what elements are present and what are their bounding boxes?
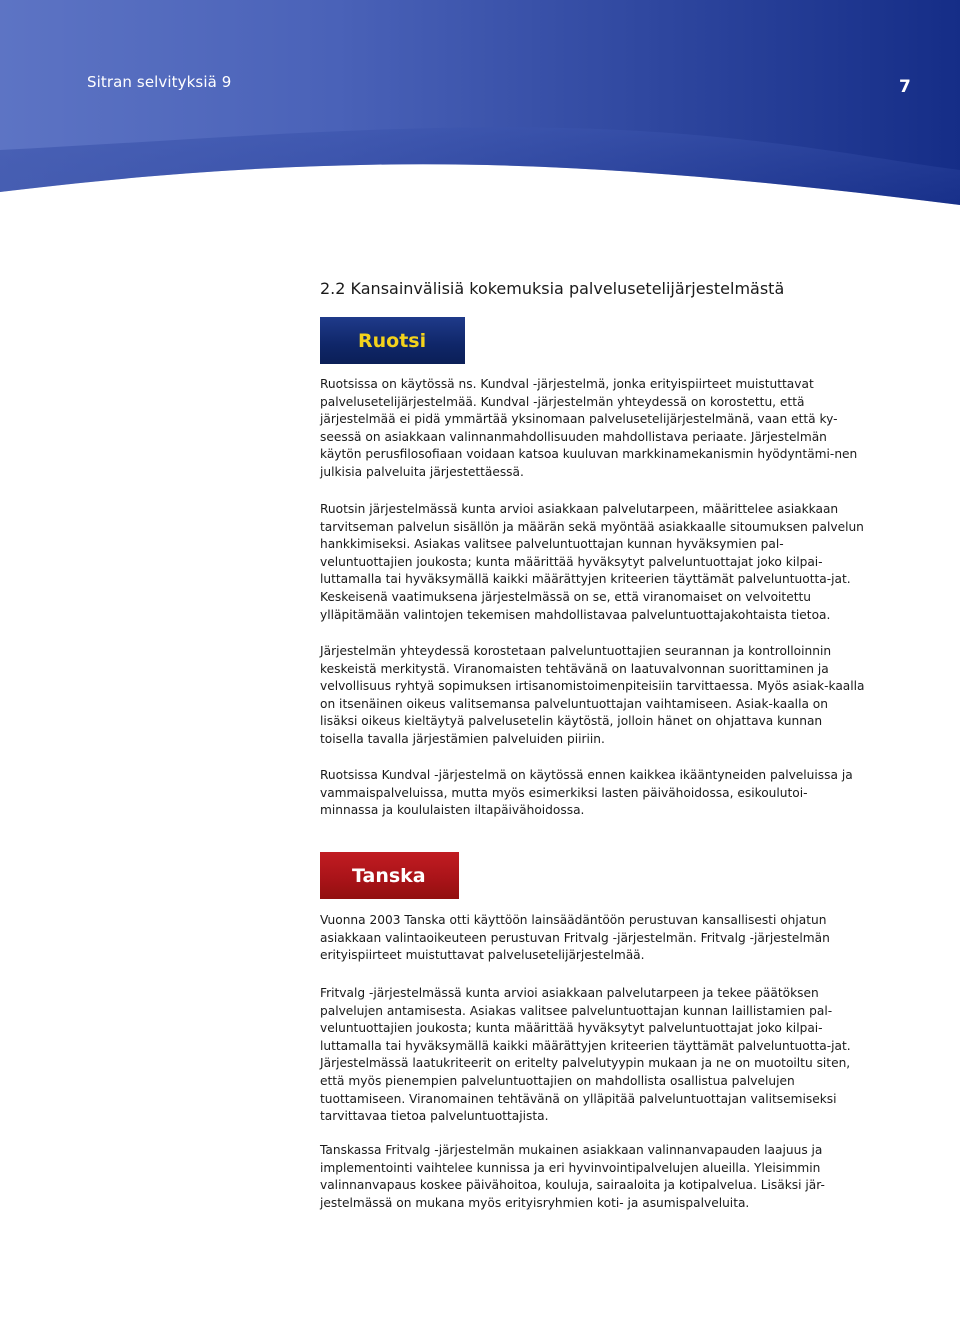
banner-tanska [320, 852, 459, 899]
header-band [0, 0, 960, 210]
ruotsi-paragraph-4: Ruotsissa Kundval -järjestelmä on käytössä ennen kaikkea ikääntyneiden palveluissa ja vammaispalveluissa, mutta myös esimerkiksi lasten päivähoidossa, esikoulutoi-minnassa ja koululaisten iltapäivähoidossa. [320, 768, 853, 818]
banner-ruotsi [320, 317, 465, 364]
tanska-paragraph-3: Tanskassa Fritvalg -järjestelmän mukainen asiakkaan valinnanvapauden laajuus ja implementointi vaihtelee kunnissa ja eri hyvinvointipalvelujen alueilla. Yleisimmin valinnanvapaus koskee päivähoitoa, kouluja, sairaaloita ja kotipalvelua. Lisäksi jär-jestelmässä on mukana myös erityisryhmien koti- ja asumispalveluita. [320, 1143, 825, 1210]
section-heading: 2.2 Kansainvälisiä kokemuksia palvelusetelijärjestelmästä [320, 279, 785, 298]
series-title: Sitran selvityksiä 9 [87, 73, 232, 91]
header-band-graphic [0, 0, 960, 210]
tanska-paragraph-2: Fritvalg -järjestelmässä kunta arvioi asiakkaan palvelutarpeen ja tekee päätöksen palvelujen antamisesta. Asiakas valitsee palveluntuottajan kunnan laillistamien pal-veluntuottajien joukosta; kunta määrittää hyväksytyt palveluntuottajat joko kilpai-luttamalla tai hyväksymällä kaikki määrättyjen kriteerien täyttämät palveluntuotta-jat. Järjestelmässä laatukriteerit on eritelty palvelutyypin mukaan ja ne on muotoiltu siten, että myös pienempien palveluntuottajien on mahdollista osallistua palvelujen tuottamiseen. Viranomainen tehtävänä on ylläpitää palveluntuottajan valitsemiseksi tarvittavaa tietoa palveluntuottajista. [320, 986, 851, 1124]
page-number: 7 [899, 77, 911, 97]
ruotsi-paragraph-1: Ruotsissa on käytössä ns. Kundval -järjestelmä, jonka erityispiirteet muistuttavat palvelusetelijärjestelmää. Kundval -järjestelmän yhteydessä on korostettu, että järjestelmää ei pidä ymmärtää yksinomaan palvelusetelijärjestelmänä, vaan että ky-seessä on asiakkaan valinnanmahdollisuuden mahdollistava periaate. Järjestelmän käytön perusfilosofiaan voidaan katsoa kuuluvan markkinamekanismin hyödyntämi-nen julkisia palveluita järjestettäessä. [320, 377, 858, 479]
tanska-paragraph-1: Vuonna 2003 Tanska otti käyttöön lainsäädäntöön perustuvan kansallisesti ohjatun asiakkaan valintaoikeuteen perustuvan Fritvalg -järjestelmän. Fritvalg -järjestelmän erityispiirteet muistuttavat palvelusetelijärjestelmää. [320, 913, 830, 963]
banner-ruotsi-label: Ruotsi [358, 329, 427, 352]
ruotsi-paragraph-3: Järjestelmän yhteydessä korostetaan palveluntuottajien seurannan ja kontrolloinnin keskeistä merkitystä. Viranomaisten tehtävänä on laatuvalvonnan suorittaminen ja velvollisuus ryhtyä sopimuksen irtisanomistoimenpiteisiin tarvittaessa. Myös asiak-kaalla on itsenäinen oikeus valitsemansa palveluntuottajan vaihtamiseen. Asiak-kaalla on lisäksi oikeus kieltäytyä palvelusetelin käytöstä, jolloin hänet on ohjattava kunnan toisella tavalla järjestämien palveluiden piiriin. [320, 644, 865, 746]
ruotsi-paragraph-2: Ruotsin järjestelmässä kunta arvioi asiakkaan palvelutarpeen, määrittelee asiakkaan tarvitseman palvelun sisällön ja määrän sekä myöntää asiakkaalle sitoumuksen palvelun hankkimiseksi. Asiakas valitsee palveluntuottajan kunnan hyväksymien pal-veluntuottajien joukosta; kunta määrittää hyväksytyt palveluntuottajat joko kilpai-luttamalla tai hyväksymällä kaikki määrättyjen kriteerien täyttämät palveluntuotta-jat. Keskeisenä vaatimuksena järjestelmässä on se, että viranomaiset on velvoitettu ylläpitämään valintojen tekemisen mahdollistavaa palveluntuottajakohtaista tietoa. [320, 502, 864, 622]
banner-tanska-label: Tanska [352, 864, 426, 887]
